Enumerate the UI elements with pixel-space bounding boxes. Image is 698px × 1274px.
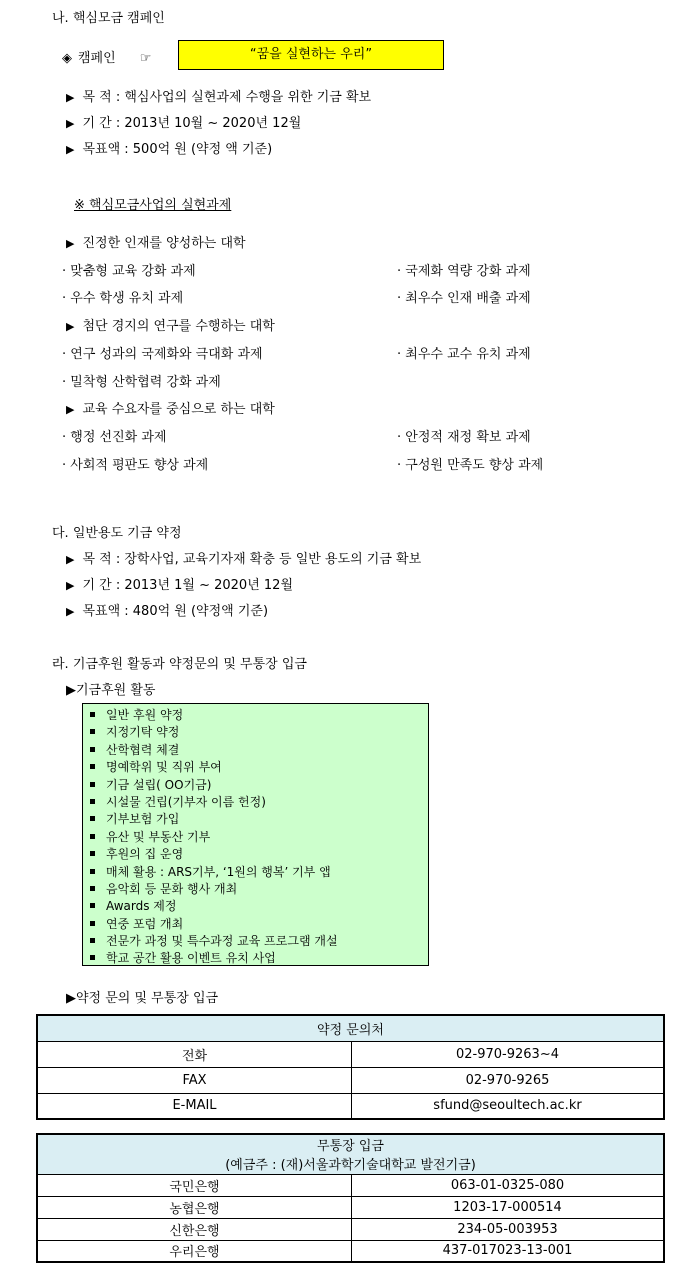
table-row bbox=[37, 1240, 664, 1262]
task-group-title bbox=[66, 232, 246, 251]
list-item bbox=[90, 881, 428, 898]
support-heading: 라. 기금후원 활동과 약정문의 및 무통장 입금 bbox=[52, 657, 307, 672]
campaign-target-text: 목표액 : 500억 원 (약정 액 기준) bbox=[82, 142, 273, 157]
list-item bbox=[90, 794, 428, 811]
campaign-purpose-text: 목 적 : 핵심사업의 실현과제 수행을 위한 기금 확보 bbox=[82, 90, 372, 105]
square-bullet-icon bbox=[90, 869, 95, 874]
table-cell-label: E-MAIL bbox=[37, 1093, 352, 1119]
list-item-text: Awards 제정 bbox=[106, 899, 177, 914]
table-row bbox=[37, 1196, 664, 1218]
task-group-title-text: 진정한 인재를 양성하는 대학 bbox=[82, 236, 246, 251]
general-purpose bbox=[66, 548, 421, 567]
triangle-bullet-icon: ▶ bbox=[66, 237, 75, 250]
list-item bbox=[90, 759, 428, 776]
square-bullet-icon bbox=[90, 903, 95, 908]
campaign-period bbox=[66, 112, 301, 131]
campaign-label-row bbox=[62, 47, 151, 66]
square-bullet-icon bbox=[90, 886, 95, 891]
square-bullet-icon bbox=[90, 921, 95, 926]
list-item bbox=[90, 846, 428, 863]
campaign-purpose bbox=[66, 86, 371, 105]
table-row bbox=[37, 1134, 664, 1174]
triangle-bullet-icon: ▶ bbox=[66, 117, 75, 130]
list-item bbox=[90, 742, 428, 759]
task-item: · 우수 학생 유치 과제 bbox=[62, 291, 184, 306]
bank-table-title: 무통장 입금 bbox=[317, 1139, 384, 1155]
square-bullet-icon bbox=[90, 938, 95, 943]
activities-list bbox=[83, 704, 428, 968]
triangle-bullet-icon: ▶ bbox=[66, 579, 75, 592]
task-item: · 사회적 평판도 향상 과제 bbox=[62, 458, 209, 473]
triangle-bullet-icon: ▶ bbox=[66, 91, 75, 104]
triangle-bullet-icon: ▶ bbox=[66, 320, 75, 333]
general-heading: 다. 일반용도 기금 약정 bbox=[52, 526, 182, 541]
table-cell-value: 1203-17-000514 bbox=[352, 1196, 665, 1218]
list-item bbox=[90, 777, 428, 794]
table-row bbox=[37, 1041, 664, 1067]
square-bullet-icon bbox=[90, 747, 95, 752]
list-item bbox=[90, 898, 428, 915]
task-item: · 맞춤형 교육 강화 과제 bbox=[62, 264, 196, 279]
square-bullet-icon bbox=[90, 851, 95, 856]
task-item: · 밀착형 산학협력 강화 과제 bbox=[62, 375, 221, 390]
list-item bbox=[90, 707, 428, 724]
list-item bbox=[90, 811, 428, 828]
list-item-text: 유산 및 부동산 기부 bbox=[106, 829, 211, 844]
square-bullet-icon bbox=[90, 799, 95, 804]
table-row bbox=[37, 1218, 664, 1240]
bank-table bbox=[36, 1133, 665, 1263]
list-item-text: 매체 활용 : ARS기부, ‘1원의 행복’ 기부 앱 bbox=[106, 864, 331, 879]
square-bullet-icon bbox=[90, 955, 95, 960]
campaign-slogan: “꿈을 실현하는 우리” bbox=[178, 40, 444, 70]
task-item: · 최우수 교수 유치 과제 bbox=[397, 347, 531, 362]
general-target-text: 목표액 : 480억 원 (약정액 기준) bbox=[82, 604, 269, 619]
list-item bbox=[90, 933, 428, 950]
list-item-text: 연중 포럼 개최 bbox=[106, 916, 184, 931]
contact-table-title: 약정 문의처 bbox=[37, 1015, 664, 1041]
campaign-target bbox=[66, 138, 272, 157]
list-item-text: 후원의 집 운영 bbox=[106, 847, 184, 862]
list-item bbox=[90, 916, 428, 933]
square-bullet-icon bbox=[90, 764, 95, 769]
table-row bbox=[37, 1067, 664, 1093]
general-period bbox=[66, 574, 293, 593]
square-bullet-icon bbox=[90, 729, 95, 734]
inquiry-title: ▶약정 문의 및 무통장 입금 bbox=[66, 991, 219, 1006]
general-target bbox=[66, 600, 268, 619]
campaign-label: 캠페인 bbox=[78, 51, 116, 66]
campaign-period-text: 기 간 : 2013년 10월 ~ 2020년 12월 bbox=[82, 116, 302, 131]
triangle-bullet-icon: ▶ bbox=[66, 403, 75, 416]
table-cell-label: FAX bbox=[37, 1067, 352, 1093]
square-bullet-icon bbox=[90, 816, 95, 821]
list-item bbox=[90, 829, 428, 846]
campaign-heading: 나. 핵심모금 캠페인 bbox=[52, 11, 165, 26]
table-row bbox=[37, 1174, 664, 1196]
table-row bbox=[37, 1093, 664, 1119]
general-purpose-text: 목 적 : 장학사업, 교육기자재 확충 등 일반 용도의 기금 확보 bbox=[82, 552, 422, 567]
triangle-bullet-icon: ▶ bbox=[66, 143, 75, 156]
task-item: · 최우수 인재 배출 과제 bbox=[397, 291, 531, 306]
bank-table-header bbox=[37, 1134, 664, 1174]
activities-title: ▶기금후원 활동 bbox=[66, 683, 156, 698]
list-item-text: 전문가 과정 및 특수과정 교육 프로그램 개설 bbox=[106, 934, 338, 949]
square-bullet-icon bbox=[90, 782, 95, 787]
list-item bbox=[90, 724, 428, 741]
task-item: · 안정적 재정 확보 과제 bbox=[397, 430, 531, 445]
list-item bbox=[90, 950, 428, 967]
table-cell-label: 신한은행 bbox=[37, 1218, 352, 1240]
table-cell-value: 02-970-9263~4 bbox=[352, 1041, 665, 1067]
pointing-hand-icon: ☞ bbox=[139, 51, 152, 66]
table-row bbox=[37, 1015, 664, 1041]
square-bullet-icon bbox=[90, 834, 95, 839]
task-item: · 국제화 역량 강화 과제 bbox=[397, 264, 531, 279]
task-group-title-text: 첨단 경지의 연구를 수행하는 대학 bbox=[82, 319, 275, 334]
table-cell-value: 063-01-0325-080 bbox=[352, 1174, 665, 1196]
list-item-text: 지정기탁 약정 bbox=[106, 725, 180, 740]
table-cell-label: 전화 bbox=[37, 1041, 352, 1067]
list-item-text: 음악회 등 문화 행사 개최 bbox=[106, 881, 238, 896]
list-item-text: 기부보험 가입 bbox=[106, 812, 180, 827]
contact-table bbox=[36, 1014, 665, 1120]
general-period-text: 기 간 : 2013년 1월 ~ 2020년 12월 bbox=[82, 578, 293, 593]
activities-box bbox=[82, 703, 429, 966]
task-item: · 구성원 만족도 향상 과제 bbox=[397, 458, 544, 473]
bank-table-subtitle: (예금주 : (재)서울과학기술대학교 발전기금) bbox=[225, 1158, 476, 1174]
task-item: · 행정 선진화 과제 bbox=[62, 430, 167, 445]
task-group-title-text: 교육 수요자를 중심으로 하는 대학 bbox=[82, 402, 275, 417]
task-group-title bbox=[66, 398, 275, 417]
task-group-title bbox=[66, 315, 275, 334]
list-item-text: 일반 후원 약정 bbox=[106, 708, 184, 722]
list-item-text: 기금 설립( OO기금) bbox=[106, 777, 212, 792]
list-item bbox=[90, 864, 428, 881]
list-item-text: 학교 공간 활용 이벤트 유치 사업 bbox=[106, 951, 276, 966]
table-cell-value: 437-017023-13-001 bbox=[352, 1240, 665, 1262]
table-cell-label: 우리은행 bbox=[37, 1240, 352, 1262]
tasks-title: ※ 핵심모금사업의 실현과제 bbox=[74, 198, 232, 213]
table-cell-value: 234-05-003953 bbox=[352, 1218, 665, 1240]
list-item-text: 산학협력 체결 bbox=[106, 742, 180, 757]
table-cell-label: 농협은행 bbox=[37, 1196, 352, 1218]
task-item: · 연구 성과의 국제화와 극대화 과제 bbox=[62, 347, 263, 362]
square-bullet-icon bbox=[90, 712, 95, 717]
table-cell-value: sfund@seoultech.ac.kr bbox=[352, 1093, 665, 1119]
triangle-bullet-icon: ▶ bbox=[66, 553, 75, 566]
list-item-text: 시설물 건립(기부자 이름 헌정) bbox=[106, 794, 266, 809]
table-cell-value: 02-970-9265 bbox=[352, 1067, 665, 1093]
list-item-text: 명예학위 및 직위 부여 bbox=[106, 760, 222, 775]
triangle-bullet-icon: ▶ bbox=[66, 605, 75, 618]
table-cell-label: 국민은행 bbox=[37, 1174, 352, 1196]
diamond-bullet-icon: ◈ bbox=[62, 51, 72, 66]
